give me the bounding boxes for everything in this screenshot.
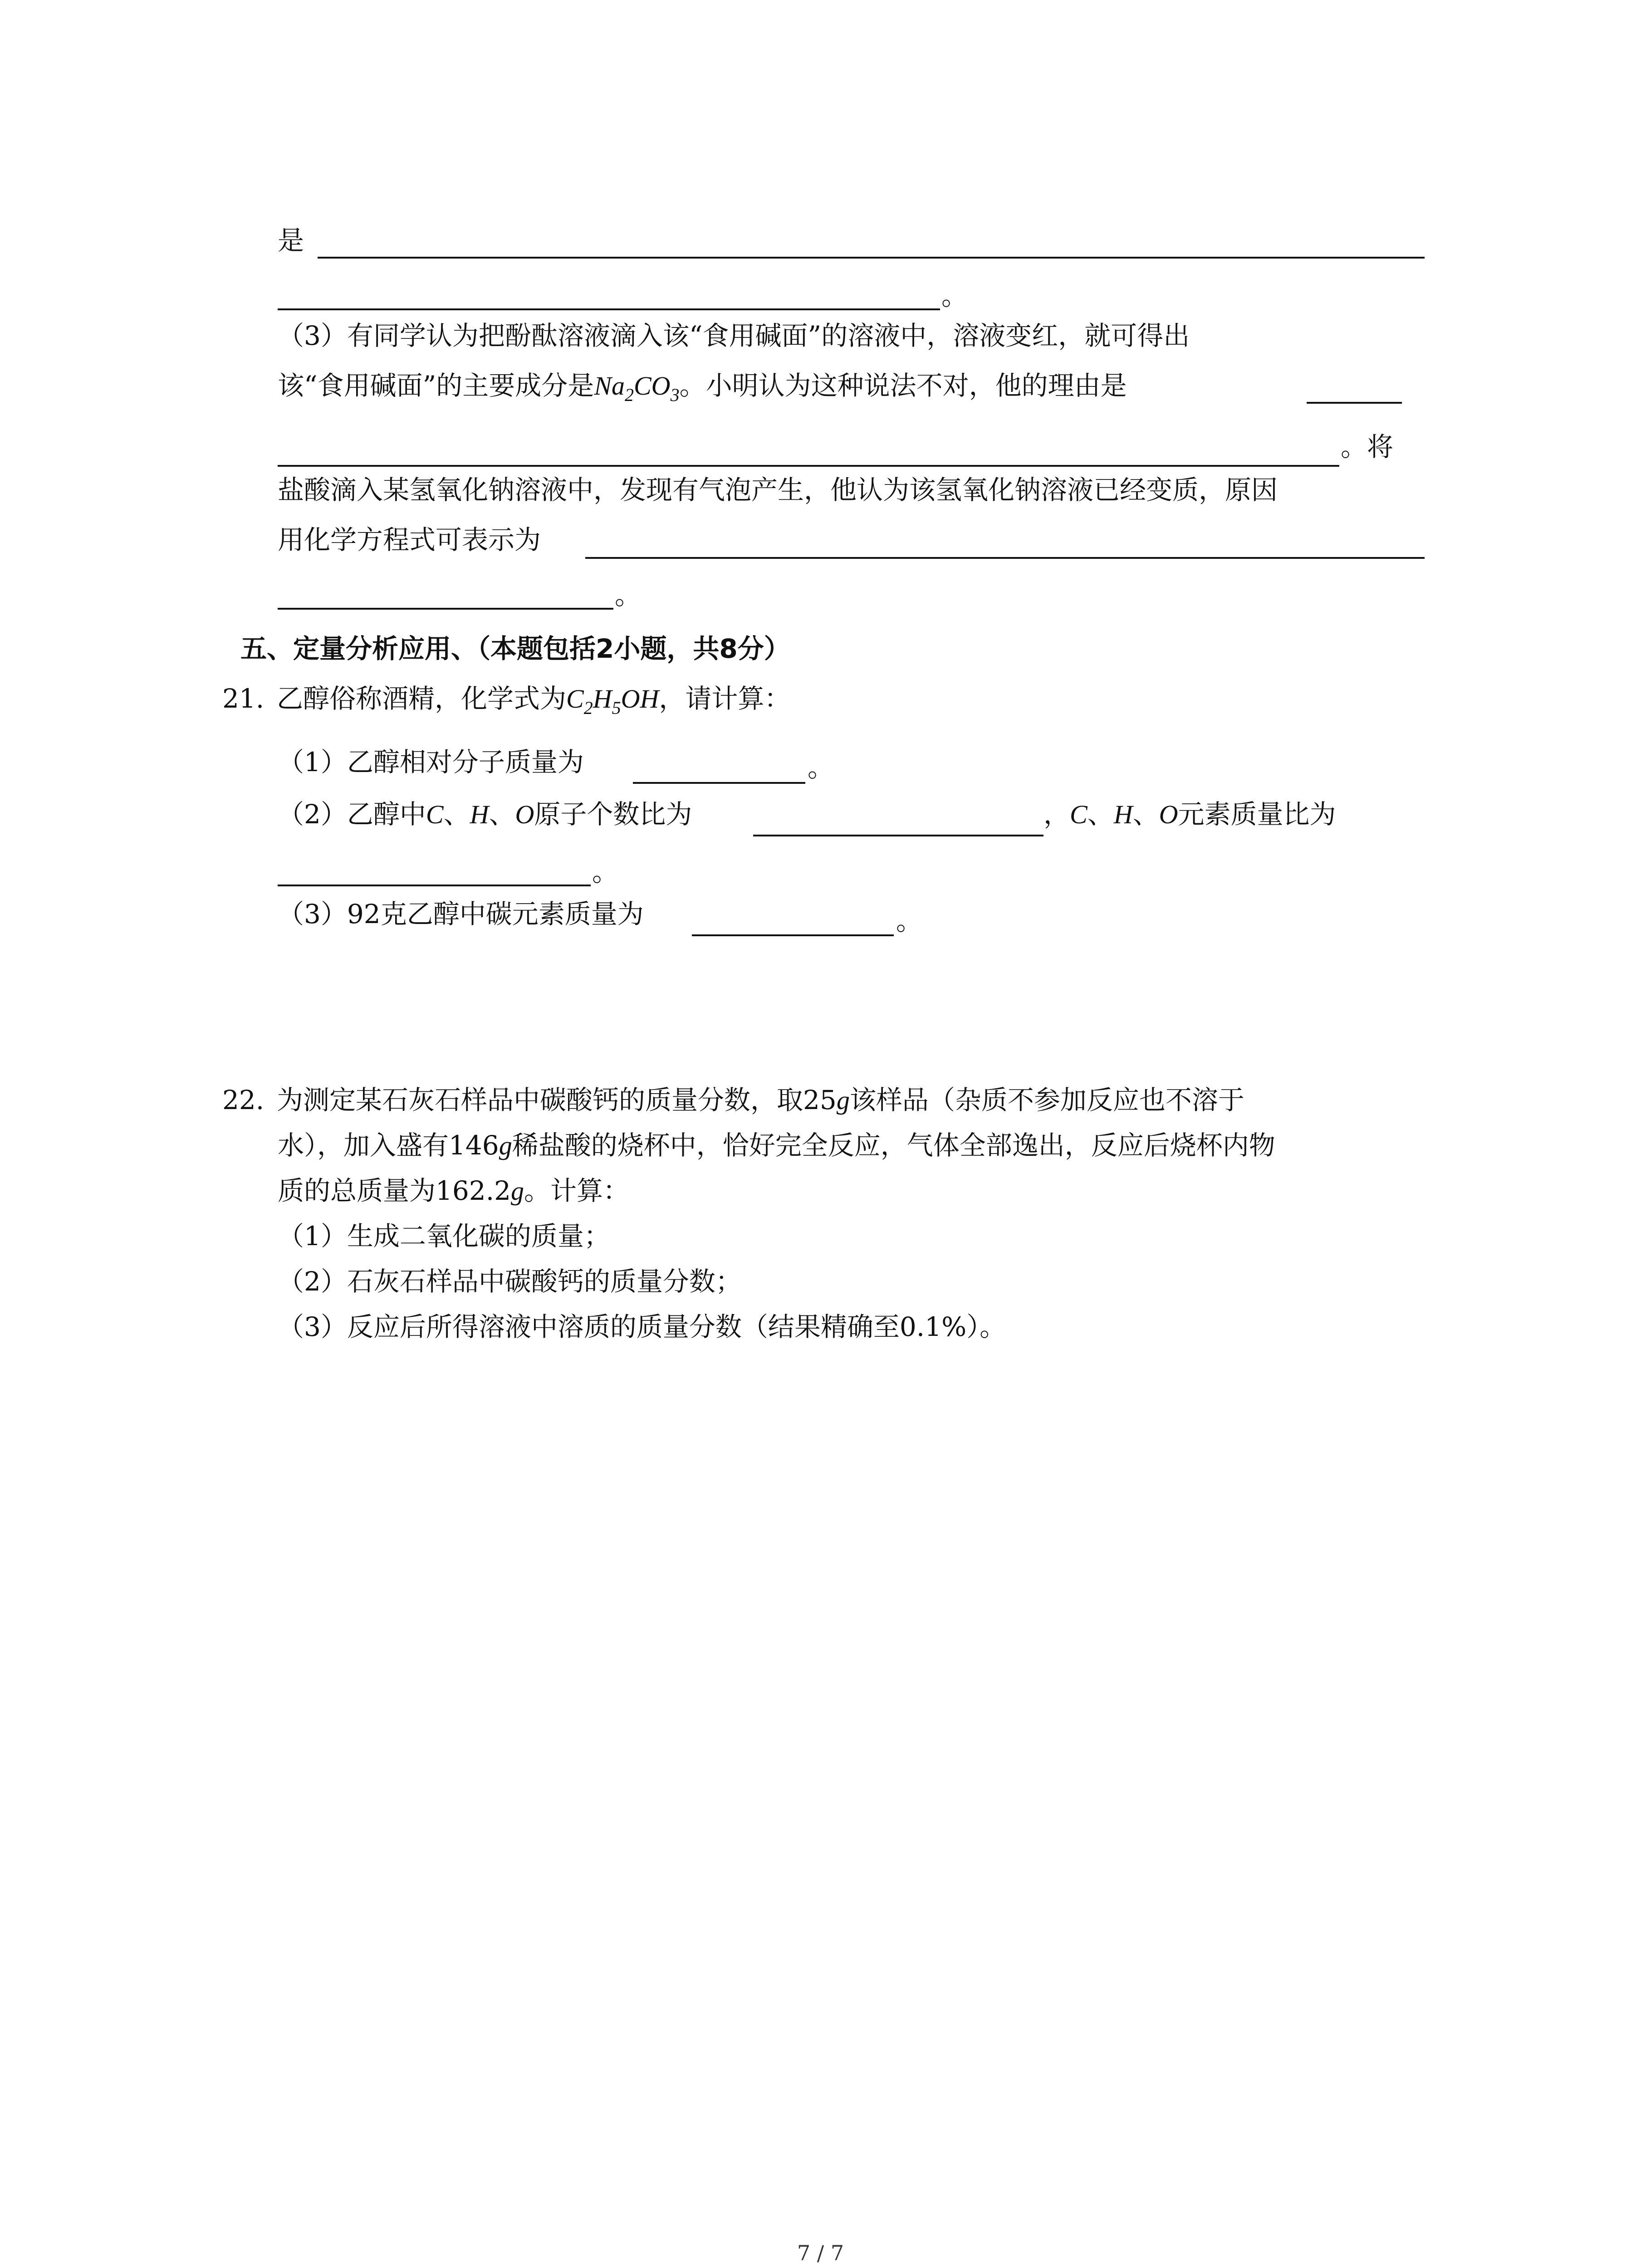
q21-stem-a: 乙醇俗称酒精，化学式为 [277,683,567,714]
q21-part2-end: 。 [592,856,619,887]
q22-part1-text: （1）生成二氧化碳的质量； [278,1221,610,1251]
q22-unit-g2: g [499,1131,512,1160]
q22-part3-text: （3）反应后所得溶液中溶质的质量分数（结果精确至0.1%）。 [278,1311,1006,1342]
formula-sub-2: 2 [625,385,634,405]
formula-c2h5oh [566,684,659,718]
section-title-text: 五、定量分析应用、（本题包括2小题，共8分） [240,633,790,664]
q21-part1-end: 。 [808,752,834,783]
q22-line1-a: 为测定某石灰石样品中碳酸钙的质量分数，取25 [277,1085,837,1115]
q21-part2-end-wrap [592,854,618,890]
q22-part1 [278,1218,610,1254]
q22-line2-a: 水），加入盛有146 [278,1130,499,1161]
q22-line3-a: 质的总质量为162.2 [278,1175,511,1206]
q22-number: 22. [222,1085,265,1115]
q20-p3-line2-b: 。小明认为这种说法不对，他的理由是 [679,370,1127,401]
q21-ratio-blank[interactable] [753,835,1043,836]
q20-answer-blank-1[interactable] [318,257,1425,259]
q20-line-a [278,222,304,259]
formula-na: Na [594,371,625,401]
q22-unit-g3: g [511,1176,524,1206]
q20-equation-blank-2[interactable] [278,608,613,610]
q20-p3-line6 [615,577,641,613]
q20-p3-line1-text: （3）有同学认为把酚酞溶液滴入该“食用碱面”的溶液中，溶液变红，就可得出 [278,320,1190,351]
formula-sub-3: 3 [670,385,680,405]
q21-part2-sep3: 、 [1087,799,1114,830]
q20-p3-line4-text: 盐酸滴入某氢氧化钠溶液中，发现有气泡产生，他认为该氢氧化钠溶液已经变质，原因 [278,474,1278,505]
q21-part1-text: （1）乙醇相对分子质量为 [278,747,584,777]
q21-part3-end: 。 [896,905,923,936]
q21-part2-o: O [515,800,534,829]
q21-part2-o2: O [1159,800,1178,829]
q21-part2-h2: H [1113,800,1133,829]
formula-sub-2b: 2 [583,698,593,718]
q21-part3-end-wrap [896,903,922,939]
q22-line3-b: 。计算： [524,1175,630,1206]
q20-p3-line6-end: 。 [615,580,642,611]
q21-part3-text: （3）92克乙醇中碳元素质量为 [278,899,644,929]
q22-line2 [278,1127,1275,1164]
q20-p3-line1 [278,318,1190,354]
q20-line-a-prefix: 是 [278,225,304,256]
formula-oh: OH [621,684,659,714]
section-title [240,631,790,667]
q21-part3-blank[interactable] [692,934,894,936]
q21-part2-c: C [426,800,444,829]
q21-part2-sep4: 、 [1132,799,1159,830]
q20-p3-line3 [1341,429,1393,465]
q21-part1 [278,744,584,780]
q21-mass-ratio-blank[interactable] [278,885,591,886]
formula-co: CO [634,371,671,401]
q20-line-b [941,278,968,314]
q21-part2-h: H [470,800,489,829]
q21-part2-d: 元素质量比为 [1178,799,1336,830]
page-number: 7 / 7 [797,2241,844,2265]
q21-part2-b: 原子个数比为 [534,799,692,830]
q21-part1-end-wrap [808,749,834,786]
q20-p3-line2-a: 该“食用碱面”的主要成分是 [278,370,594,401]
q21-number: 21. [222,683,265,714]
q20-answer-blank-2[interactable] [278,308,940,310]
q21-part2-comma: ， [1043,799,1070,830]
q22-part3 [278,1309,1006,1345]
q20-equation-blank-1[interactable] [585,557,1425,559]
q22-line3 [278,1173,629,1209]
q21-part2-a: （2）乙醇中 [278,799,426,830]
q20-reason-blank-1[interactable] [1307,402,1402,404]
q22-line1 [222,1082,1244,1119]
formula-na2co3 [594,371,680,405]
q21-part2-c2: C [1070,800,1087,829]
q20-reason-blank-2[interactable] [278,465,1339,467]
q22-line2-b: 稀盐酸的烧杯中，恰好完全反应，气体全部逸出，反应后烧杯内物 [512,1130,1275,1161]
q22-unit-g1: g [836,1085,850,1115]
q21-part2-sep2: 、 [489,799,515,830]
q22-part2 [278,1263,742,1300]
q20-p3-line3-end: 。将 [1341,431,1394,462]
q21-part2-second [1043,796,1336,833]
q22-line1-b: 该样品（杂质不参加反应也不溶于 [849,1085,1244,1115]
q20-p3-line4 [278,472,1278,508]
formula-h: H [593,684,612,714]
formula-c: C [566,684,584,714]
q20-p3-line2 [278,367,1127,413]
formula-sub-5: 5 [612,698,621,718]
q22-part2-text: （2）石灰石样品中碳酸钙的质量分数； [278,1266,742,1297]
q21-part2 [278,796,692,833]
q20-p3-line5 [278,522,541,558]
q21-part1-blank[interactable] [633,782,805,784]
q21-part2-sep1: 、 [443,799,470,830]
q20-p3-line5-text: 用化学方程式可表示为 [278,524,541,555]
q21-stem [222,680,790,726]
q21-stem-b: ，请计算： [659,683,791,714]
q20-line-b-end: 。 [941,280,968,311]
q21-part3 [278,896,644,932]
